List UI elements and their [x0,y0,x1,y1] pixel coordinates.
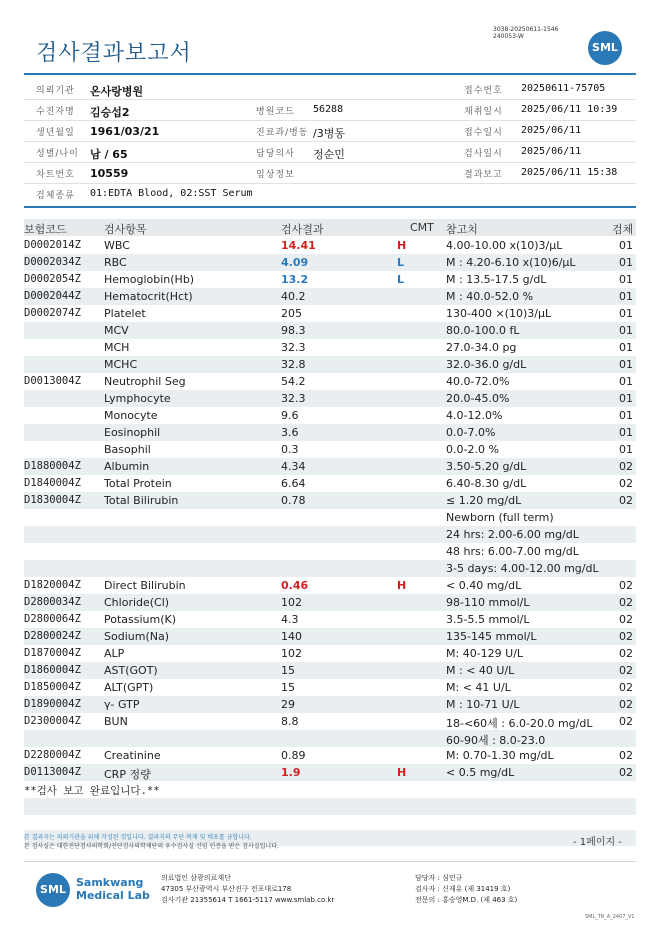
info-row-birth [24,121,636,142]
reference-cell: 48 hrs: 6.00-7.00 mg/dL [446,545,579,558]
specimen-cell: 01 [619,273,633,286]
reference-cell: 4.00-10.00 x(10)3/μL [446,239,563,252]
item-cell: WBC [104,239,130,252]
result-cell: 0.3 [281,443,299,456]
result-cell: 140 [281,630,302,643]
reference-cell: M: 0.70-1.30 mg/dL [446,749,554,762]
specimen-cell: 02 [619,681,633,694]
patient-value: 김승섭2 [90,106,130,119]
specialist: 전문의 : 홍승영M.D. (제 463 호) [415,896,518,904]
item-cell: ALT(GPT) [104,681,154,694]
code-cell: D0002074Z [24,307,81,319]
table-row [24,696,636,713]
info-row-specimen [24,184,636,204]
info-divider [24,206,636,208]
reference-cell: M : 10-71 U/L [446,698,520,711]
item-cell: γ- GTP [104,698,140,711]
clinical-label: 임상정보 [256,170,295,180]
specimen-label: 검체종류 [36,191,75,201]
lab-name-line: Samkwang [76,876,144,889]
result-cell: 32.3 [281,341,306,354]
table-row [24,781,636,798]
specimen-cell: 02 [619,715,633,728]
item-cell: Potassium(K) [104,613,177,626]
chart-no-label: 차트번호 [36,170,75,180]
header-item: 검사항목 [104,223,147,236]
result-cell: 40.2 [281,290,306,303]
table-row [24,271,636,288]
table-row [24,492,636,509]
table-row [24,305,636,322]
reference-cell: < 0.40 mg/dL [446,579,522,592]
specimen-cell: 01 [619,358,633,371]
dept-label: 진료과/병동 [256,128,309,138]
item-cell: Monocyte [104,409,158,422]
specimen-cell: 01 [619,290,633,303]
lab-address-line: 47305 부산광역시 부산진구 전포대로178 [161,885,292,893]
item-cell: Eosinophil [104,426,161,439]
reference-cell: 20.0-45.0% [446,392,510,405]
code-cell: D1820004Z [24,579,81,591]
result-cell: 6.64 [281,477,306,490]
specimen-cell: 02 [619,766,633,779]
result-cell: 32.8 [281,358,306,371]
specimen-cell: 01 [619,324,633,337]
specimen-cell: 01 [619,341,633,354]
sml-footer-logo: SML [36,873,70,907]
result-cell: 9.6 [281,409,299,422]
lab-name-line: Medical Lab [76,889,150,902]
code-cell: D0002034Z [24,256,81,268]
item-cell: MCV [104,324,129,337]
cmt-cell: L [397,256,405,269]
result-cell: 0.89 [281,749,306,762]
reference-cell: 98-110 mmol/L [446,596,530,609]
sex-age-label: 성별/나이 [36,149,79,159]
cmt-cell: H [397,239,407,252]
code-cell: D1860004Z [24,664,81,676]
result-cell: 15 [281,664,295,677]
result-cell: 8.8 [281,715,299,728]
sex-age-value: 남 / 65 [90,148,128,161]
table-row [24,458,636,475]
table-row [24,645,636,662]
specimen-cell: 01 [619,443,633,456]
specimen-cell: 02 [619,613,633,626]
reference-cell: 0.0-7.0% [446,426,496,439]
result-cell: 4.09 [281,256,309,269]
hospital-label: 의뢰기관 [36,86,75,96]
code-cell: D0013004Z [24,375,81,387]
result-cell: 13.2 [281,273,309,286]
item-cell: RBC [104,256,127,269]
item-cell: Total Bilirubin [104,494,179,507]
specimen-cell: 01 [619,375,633,388]
collect-date-label: 채취일시 [464,107,503,117]
item-cell: Hematocrit(Hct) [104,290,193,303]
table-row [24,611,636,628]
reference-cell: 18-<60세 : 6.0-20.0 mg/dL [446,717,593,730]
result-cell: 1.9 [281,766,301,779]
reference-cell: 130-400 ×(10)3/μL [446,307,552,320]
lab-name [76,876,150,902]
reference-cell: M : 13.5-17.5 g/dL [446,273,547,286]
receipt-no-label: 접수번호 [464,86,503,96]
info-row-hospital [24,79,636,100]
reference-cell: 6.40-8.30 g/dL [446,477,527,490]
reference-cell: < 0.5 mg/dL [446,766,515,779]
reference-cell: 3-5 days: 4.00-12.00 mg/dL [446,562,599,575]
item-cell: Chloride(Cl) [104,596,170,609]
receipt-date-value: 2025/06/11 [521,125,582,136]
birth-label: 생년월일 [36,128,75,138]
result-cell: 15 [281,681,295,694]
sml-logo: SML [588,31,622,65]
specimen-cell: 02 [619,698,633,711]
table-row [24,390,636,407]
code-cell: D2800064Z [24,613,81,625]
signatories [415,873,517,906]
code-cell: D1850004Z [24,681,81,693]
reference-cell: 3.50-5.20 g/dL [446,460,527,473]
item-cell: Direct Bilirubin [104,579,186,592]
code-cell: D1880004Z [24,460,81,472]
code-cell: D0113004Z [24,766,81,778]
test-date-label: 검사일시 [464,149,503,159]
reference-cell: M : < 40 U/L [446,664,515,677]
footer-divider [24,861,636,862]
table-row [24,747,636,764]
header-result: 검사결과 [281,223,324,236]
table-row [24,356,636,373]
result-cell: 29 [281,698,295,711]
receipt-date-label: 접수일시 [464,128,503,138]
table-row [24,373,636,390]
item-cell: AST(GOT) [104,664,158,677]
document-code-line: 240053-W [493,33,524,40]
item-cell: Total Protein [104,477,172,490]
header-divider [24,73,636,75]
item-cell: Sodium(Na) [104,630,169,643]
table-row [24,254,636,271]
result-cell: 3.6 [281,426,299,439]
page-title: 검사결과보고서 [36,41,192,66]
table-row [24,764,636,781]
item-cell: Lymphocyte [104,392,171,405]
result-cell: 0.78 [281,494,306,507]
cmt-cell: H [397,579,407,592]
specimen-cell: 02 [619,749,633,762]
table-row [24,509,636,526]
item-cell: Basophil [104,443,151,456]
header-ref: 참고치 [446,223,478,236]
specimen-cell: 01 [619,392,633,405]
examiner: 검사자 : 신재유 (제 31419 호) [415,885,511,893]
birth-value: 1961/03/21 [90,125,160,138]
reference-cell: 24 hrs: 2.00-6.00 mg/dL [446,528,579,541]
reference-cell: 32.0-36.0 g/dL [446,358,527,371]
results-table-header [24,219,636,236]
patient-label: 수진자명 [36,107,75,117]
form-code: SML_TR_A_2407_V1 [585,914,635,920]
collect-date-value: 2025/06/11 10:39 [521,104,618,115]
test-date-value: 2025/06/11 [521,146,582,157]
code-cell: D0002014Z [24,239,81,251]
reference-cell: 135-145 mmol/L [446,630,537,643]
code-cell: D2300004Z [24,715,81,727]
document-code [493,26,558,40]
table-row [24,560,636,577]
table-row [24,237,636,254]
dept-value: /3병동 [313,127,345,140]
table-row [24,713,636,730]
table-row [24,526,636,543]
code-cell: **검사 보고 완료입니다.** [24,785,160,797]
doctor-label: 담당의사 [256,149,295,159]
table-row [24,322,636,339]
result-cell: 14.41 [281,239,316,252]
lab-address [161,873,334,906]
receipt-no-value: 20250611-75705 [521,83,606,94]
code-cell: D1830004Z [24,494,81,506]
info-row-sex-age [24,142,636,163]
hospital-value: 온사랑병원 [90,85,144,98]
reference-cell: 4.0-12.0% [446,409,503,422]
specimen-cell: 02 [619,460,633,473]
hospital-code-value: 56288 [313,104,344,115]
table-row [24,288,636,305]
header-code: 보험코드 [24,223,67,236]
reference-cell: 3.5-5.5 mmol/L [446,613,530,626]
result-cell: 98.3 [281,324,306,337]
code-cell: D2800024Z [24,630,81,642]
page-number: - 1페이지 - [573,837,622,848]
item-cell: Hemoglobin(Hb) [104,273,195,286]
result-cell: 205 [281,307,302,320]
note-line: 본 검사실은 대한진단검사의학회/진단검사의학재단의 우수검사실 신임 인증을 받은 검사실입니다. [24,843,279,850]
specimen-value: 01:EDTA Blood, 02:SST Serum [90,188,253,199]
report-date-value: 2025/06/11 15:38 [521,167,618,178]
header-cmt: CMT [410,221,434,234]
item-cell: ALP [104,647,125,660]
item-cell: Neutrophil Seg [104,375,186,388]
reference-cell: 40.0-72.0% [446,375,510,388]
result-cell: 102 [281,647,302,660]
doctor-value: 정순민 [313,148,345,161]
chart-no-value: 10559 [90,167,129,180]
info-row-patient [24,100,636,121]
table-row [24,679,636,696]
table-row [24,628,636,645]
reference-cell: M: 40-129 U/L [446,647,524,660]
reference-cell: 0.0-2.0 % [446,443,499,456]
code-cell: D1870004Z [24,647,81,659]
result-cell: 54.2 [281,375,306,388]
specimen-cell: 01 [619,426,633,439]
specimen-cell: 02 [619,630,633,643]
code-cell: D2280004Z [24,749,81,761]
info-row-chart-no [24,163,636,184]
specimen-cell: 01 [619,239,633,252]
reference-cell: 80.0-100.0 fL [446,324,520,337]
specimen-cell: 01 [619,409,633,422]
item-cell: Albumin [104,460,150,473]
result-cell: 4.3 [281,613,299,626]
result-cell: 102 [281,596,302,609]
cmt-cell: H [397,766,407,779]
table-row [24,441,636,458]
reference-cell: M : 4.20-6.10 x(10)6/μL [446,256,576,269]
specimen-cell: 01 [619,256,633,269]
table-row [24,543,636,560]
reference-cell: 27.0-34.0 pg [446,341,517,354]
item-cell: MCH [104,341,130,354]
table-row [24,594,636,611]
result-cell: 32.3 [281,392,306,405]
specimen-cell: 01 [619,307,633,320]
report-date-label: 결과보고 [464,170,503,180]
item-cell: BUN [104,715,128,728]
specimen-cell: 02 [619,494,633,507]
specimen-cell: 02 [619,647,633,660]
in-charge: 담당자 : 심민규 [415,874,463,882]
code-cell: D1890004Z [24,698,81,710]
item-cell: MCHC [104,358,138,371]
table-row [24,424,636,441]
result-cell: 4.34 [281,460,306,473]
specimen-cell: 02 [619,596,633,609]
cmt-cell: L [397,273,405,286]
specimen-cell: 02 [619,477,633,490]
table-row [24,339,636,356]
specimen-cell: 02 [619,664,633,677]
result-cell: 0.46 [281,579,309,592]
results-table-body [24,237,636,815]
code-cell: D2800034Z [24,596,81,608]
document-code-line: 3038-20250611-1546 [493,26,559,33]
table-row [24,662,636,679]
reference-cell: M : 40.0-52.0 % [446,290,534,303]
code-cell: D1840004Z [24,477,81,489]
note-line: 본 결과지는 의뢰기관을 위해 작성된 것입니다. 결과지의 무단 복제 및 배포를 금합니다. [24,834,252,841]
notes [24,833,636,851]
hospital-code-label: 병원코드 [256,107,295,117]
table-row [24,475,636,492]
table-row [24,407,636,424]
header-specimen: 검체 [612,223,634,236]
lab-contact: 검사기관 21355614 T 1661-5117 www.smlab.co.kr [161,896,335,904]
reference-cell: 60-90세 : 8.0-23.0 [446,734,546,747]
code-cell: D0002054Z [24,273,81,285]
table-row [24,798,636,815]
table-row [24,577,636,594]
table-row [24,730,636,747]
reference-cell: M: < 41 U/L [446,681,511,694]
reference-cell: Newborn (full term) [446,511,554,524]
reference-cell: ≤ 1.20 mg/dL [446,494,522,507]
lab-org: 의료법인 삼광의료재단 [161,874,231,882]
specimen-cell: 02 [619,579,633,592]
item-cell: Platelet [104,307,146,320]
item-cell: Creatinine [104,749,161,762]
item-cell: CRP 정량 [104,768,151,781]
code-cell: D0002044Z [24,290,81,302]
